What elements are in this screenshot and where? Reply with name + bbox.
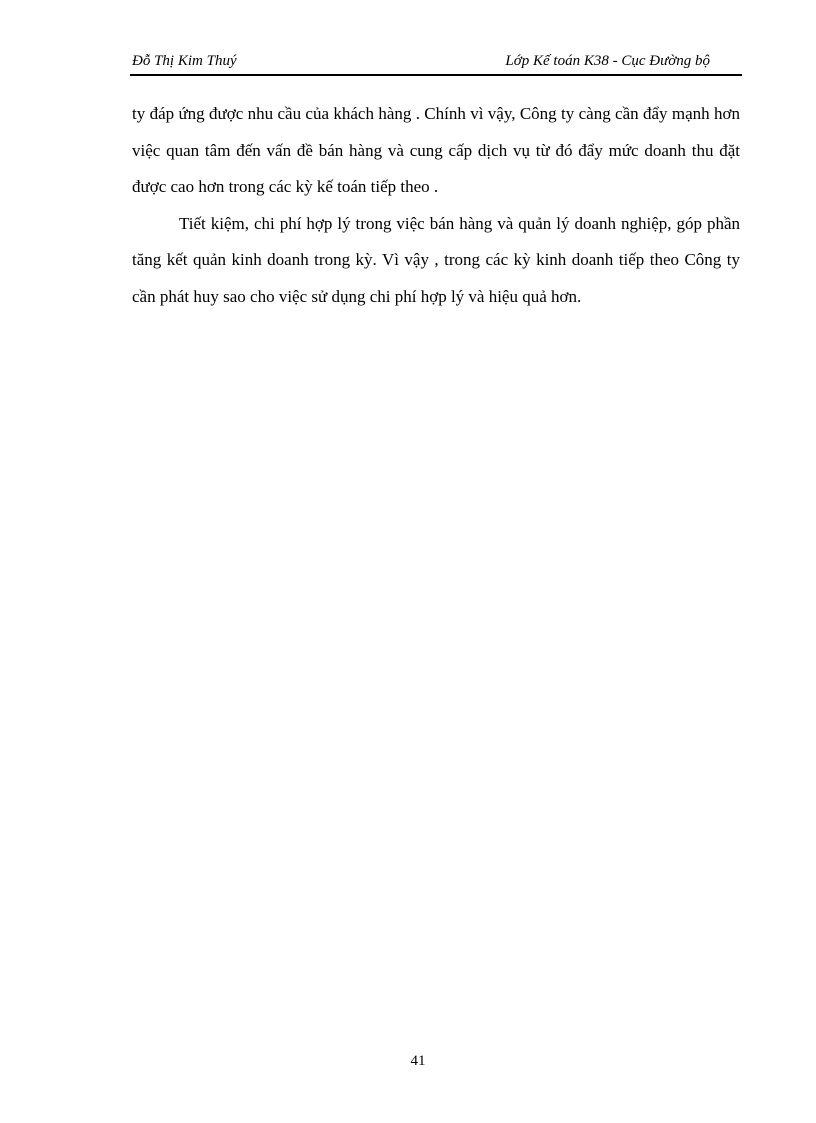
header-class-info: Lớp Kế toán K38 - Cục Đường bộ [505,53,710,69]
paragraph-continuation: ty đáp ứng được nhu cầu của khách hàng . Chính vì vậy, Công ty càng cần đẩy mạnh hơn việc quan tâm đến vấn đề bán hàng và cung cấp dịch vụ từ đó đẩy mức doanh thu đặt được cao hơn trong các kỳ kế toán tiếp theo . [132,104,740,196]
paragraph-cost-savings: Tiết kiệm, chi phí hợp lý trong việc bán hàng và quản lý doanh nghiệp, góp phần tăng kết quản kinh doanh trong kỳ. Vì vậy , trong các kỳ kinh doanh tiếp theo Công ty cần phát huy sao cho việc sử dụng chi phí hợp lý và hiệu quả hơn. [132,213,740,306]
running-header [130,52,742,76]
header-author: Đỗ Thị Kim Thuý [132,53,237,69]
body-text [132,96,740,315]
page-number: 41 [410,1053,426,1069]
